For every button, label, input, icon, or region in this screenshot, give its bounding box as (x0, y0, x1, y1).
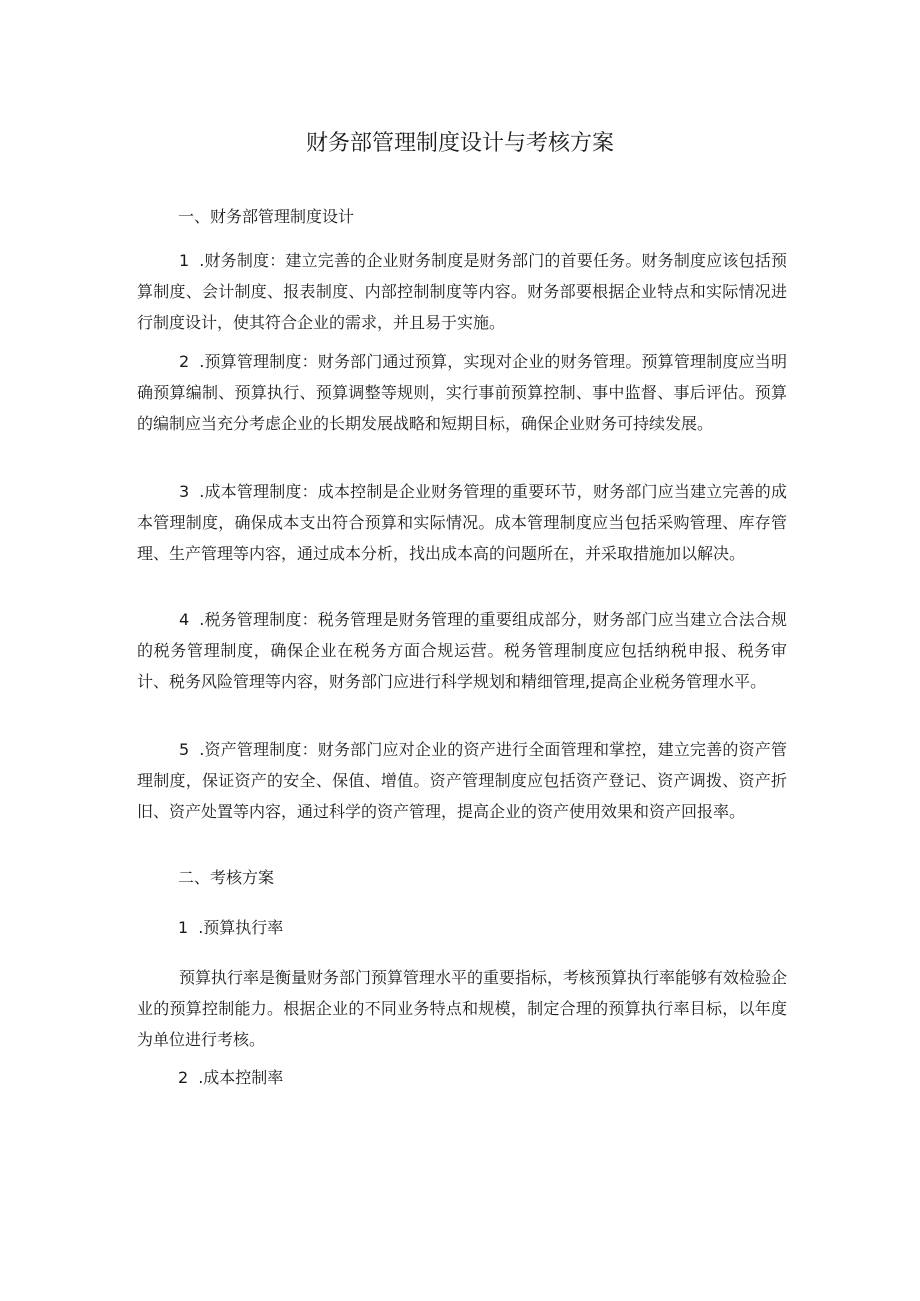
paragraph-item-1 (137, 245, 787, 338)
paragraph-item-3 (137, 476, 787, 569)
item-number: 5 (179, 740, 190, 759)
item-number: 4 (179, 610, 190, 629)
paragraph-item-5 (137, 734, 787, 827)
item-title-text: .预算执行率 (198, 918, 284, 937)
section-heading-1: 一、财务部管理制度设计 (178, 207, 355, 226)
section-heading-2: 二、考核方案 (178, 868, 275, 887)
item-text: .成本管理制度：成本控制是企业财务管理的重要环节，财务部门应当建立完善的成本管理制度，确保成本支出符合预算和实际情况。成本管理制度应当包括采购管理、库存管理、生产管理等内容，通过成本分析，找出成本高的问题所在，并采取措施加以解决。 (137, 482, 787, 563)
item-number: 1 (179, 251, 190, 270)
assessment-item-2-title (178, 1066, 283, 1090)
item-number: 1 (178, 918, 189, 937)
item-text: .税务管理制度：税务管理是财务管理的重要组成部分，财务部门应当建立合法合规的税务管理制度，确保企业在税务方面合规运营。税务管理制度应包括纳税申报、税务审计、税务风险管理等内容，财务部门应进行科学规划和精细管理,提高企业税务管理水平。 (137, 610, 787, 691)
item-number: 2 (178, 1068, 189, 1087)
item-text: .财务制度：建立完善的企业财务制度是财务部门的首要任务。财务制度应该包括预算制度、会计制度、报表制度、内部控制制度等内容。财务部要根据企业特点和实际情况进行制度设计，使其符合企业的需求，并且易于实施。 (137, 251, 787, 332)
document-title: 财务部管理制度设计与考核方案 (305, 131, 614, 156)
item-number: 2 (179, 352, 190, 371)
item-text: .预算管理制度：财务部门通过预算，实现对企业的财务管理。预算管理制度应当明确预算编制、预算执行、预算调整等规则，实行事前预算控制、事中监督、事后评估。预算的编制应当充分考虑企业的长期发展战略和短期目标，确保企业财务可持续发展。 (137, 352, 787, 433)
assessment-item-1-body: 预算执行率是衡量财务部门预算管理水平的重要指标，考核预算执行率能够有效检验企业的预算控制能力。根据企业的不同业务特点和规模，制定合理的预算执行率目标，以年度为单位进行考核。 (137, 968, 788, 1049)
assessment-item-1-title (178, 916, 283, 940)
item-number: 3 (179, 482, 190, 501)
paragraph-item-4 (137, 604, 787, 697)
item-title-text: .成本控制率 (198, 1068, 284, 1087)
item-text: .资产管理制度：财务部门应对企业的资产进行全面管理和掌控，建立完善的资产管理制度，保证资产的安全、保值、增值。资产管理制度应包括资产登记、资产调拨、资产折旧、资产处置等内容，通过科学的资产管理，提高企业的资产使用效果和资产回报率。 (137, 740, 787, 821)
paragraph-item-2 (137, 346, 787, 439)
